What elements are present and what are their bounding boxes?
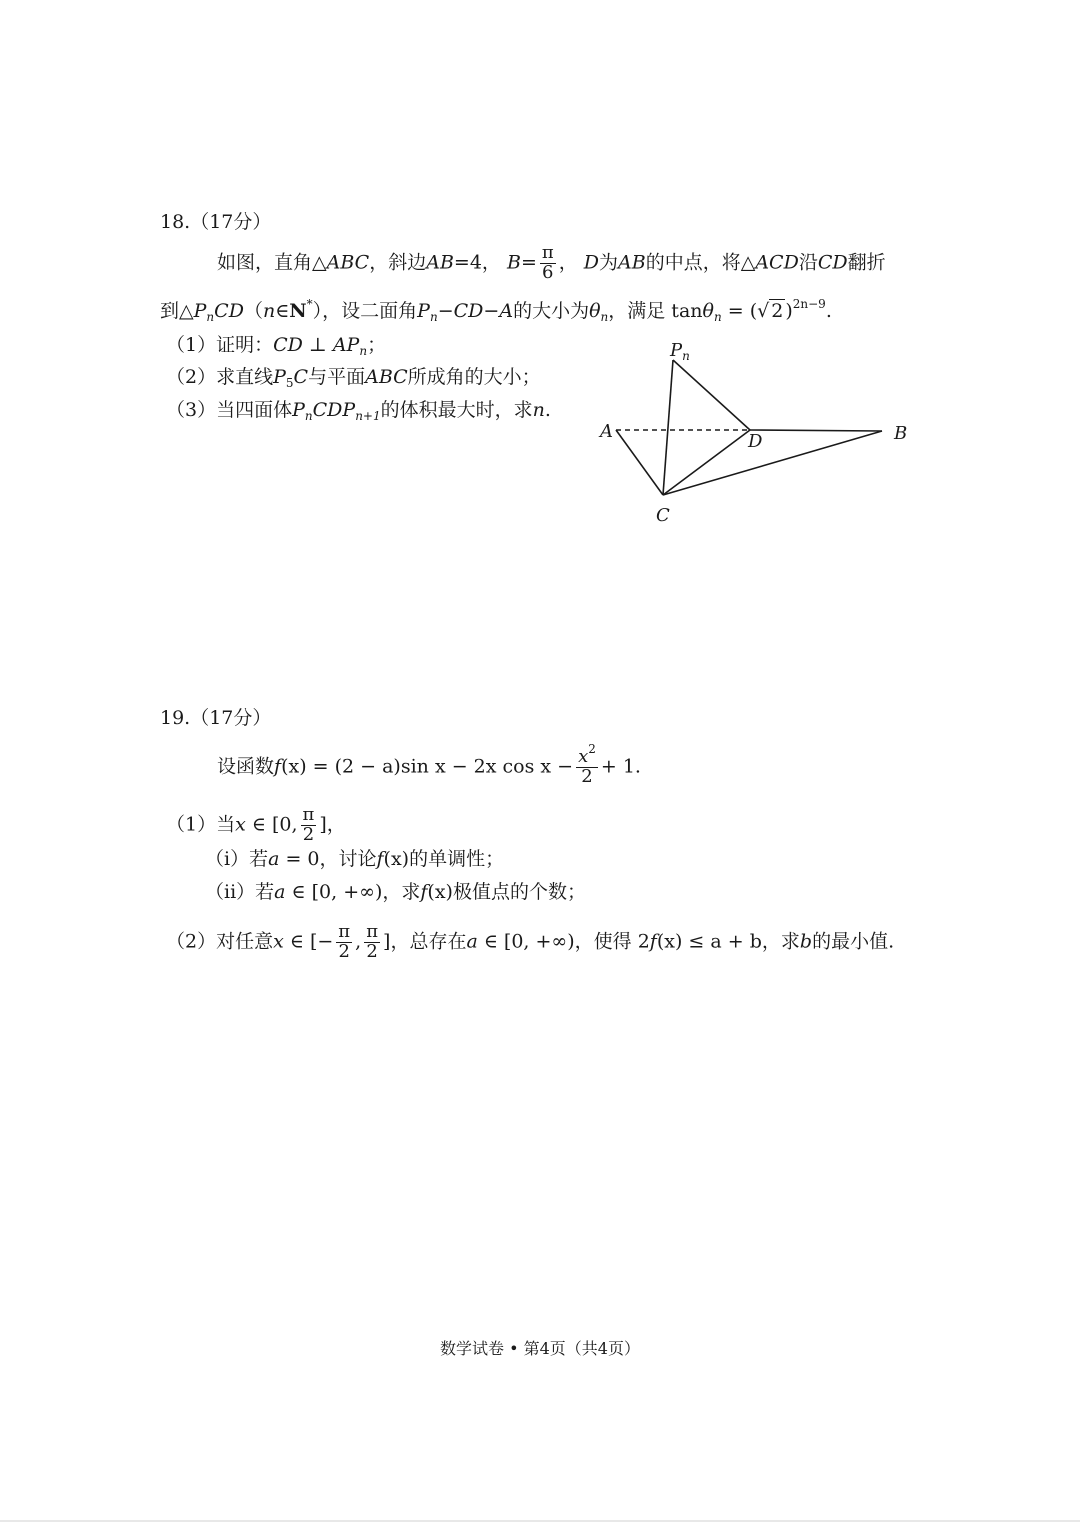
q18-stem-line2: 到$\triangle P_nCD(n\in N^*)$，设二面角$P_n-CD-A$的大小为$\theta_n$，满足 tanθ$_n$ = (√ 2 )$^{2n-9}$. <box>160 297 832 324</box>
label-a: A <box>600 421 613 442</box>
q18-part2: （2）求直线$P_5C$与平面ABC所成角的大小； <box>166 366 541 390</box>
label-pn: $P_n$ <box>670 340 690 363</box>
edge-pn-c <box>663 360 673 495</box>
fraction-pi-over-2b: $\frac{\pi}{2}$ <box>366 921 379 962</box>
page-footer: 数学试卷 • 第4页（共4页） <box>440 1339 640 1358</box>
fraction-neg-pi-over-2: $\frac{\pi}{2}$ <box>338 921 351 962</box>
edge-pn-d <box>673 360 750 430</box>
edge-d-b <box>750 430 882 431</box>
q18-part3: （3）当四面体$P_nCDP_{n+1}$的体积最大时，求n. <box>166 399 551 423</box>
q19-part1-ii: （ii）若a ∈ [0, +∞)，求f(x)极值点的个数； <box>205 881 586 903</box>
edge-c-b <box>663 431 882 495</box>
label-c: C <box>656 505 670 526</box>
scan-edge <box>0 1520 1080 1522</box>
q18-part1: （1）证明：CD ⊥ $AP_n$； <box>166 334 387 358</box>
label-b: B <box>894 423 908 444</box>
q18-stem-line1: 如图，直角△ABC，斜边AB=4， B= $\frac{\pi}{6}$ ， D为AB的中点，将△ACD沿CD翻折 <box>217 242 886 283</box>
edge-a-c <box>616 430 663 495</box>
q19-part1-i: （i）若a = 0，讨论f(x)的单调性； <box>205 848 505 870</box>
fraction-x2-over-2: $\frac{x^2}{2}$ <box>578 742 596 787</box>
q19-part2: （2）对任意x ∈ [− $\frac{\pi}{2}$ , $\frac{\pi}{2}$ ]，总存在a ∈ [0, +∞)，使得 2f(x) ≤ a + b，求b的最小值. <box>166 921 895 962</box>
fraction-pi-over-2: $\frac{\pi}{2}$ <box>302 804 315 845</box>
geometry-figure <box>590 332 920 532</box>
q18-header: 18.（17分） <box>160 211 272 233</box>
q19-stem: 设函数f(x) = (2 − a)sin x − 2x cos x − $\frac{x^2}{2}$ + 1. <box>217 742 641 787</box>
fraction-pi-over-6: $\frac{\pi}{6}$ <box>541 242 554 283</box>
label-d: D <box>748 431 763 452</box>
q19-part1: （1）当x ∈ [0, $\frac{\pi}{2}$ ]， <box>166 804 346 845</box>
edge-c-d <box>663 430 750 495</box>
q19-header: 19.（17分） <box>160 707 272 729</box>
